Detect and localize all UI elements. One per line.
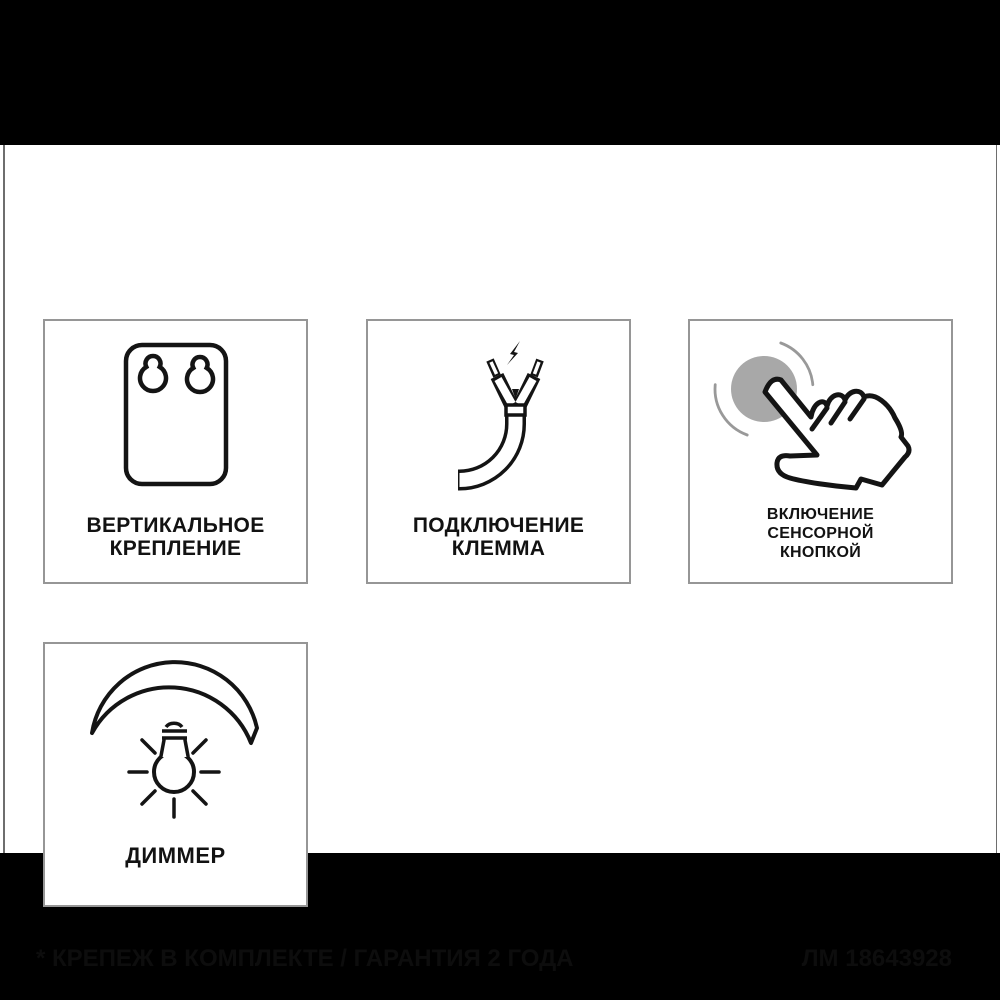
- feature-card-terminal-connection: [366, 319, 631, 584]
- tap-hand: [765, 379, 909, 488]
- content-panel: [0, 145, 1000, 972]
- feature-label-line: ВКЛЮЧЕНИЕ: [766, 506, 875, 523]
- feature-label-line: КЛЕММА: [451, 537, 546, 560]
- footer-sku: ЛМ 18643928: [801, 945, 952, 972]
- feature-label-line: ДИММЕР: [125, 843, 226, 868]
- feature-label-line: ВЕРТИКАЛЬНОЕ: [86, 514, 265, 537]
- feature-card-dimmer: [43, 642, 308, 907]
- feature-label-line: КНОПКОЙ: [779, 544, 862, 561]
- panel-left-edge-line: [3, 145, 5, 853]
- feature-label: [368, 514, 629, 560]
- feature-card-vertical-mount: [43, 319, 308, 584]
- feature-label-line: СЕНСОРНОЙ: [767, 525, 874, 542]
- footer-note: * КРЕПЕЖ В КОМПЛЕКТЕ / ГАРАНТИЯ 2 ГОДА: [36, 945, 574, 972]
- feature-label: [690, 505, 951, 562]
- panel-right-edge-line: [996, 145, 998, 853]
- feature-label-line: ПОДКЛЮЧЕНИЕ: [412, 514, 585, 537]
- feature-card-touch-button: [688, 319, 953, 584]
- feature-label: [45, 844, 306, 868]
- feature-label: [45, 514, 306, 560]
- feature-label-line: КРЕПЛЕНИЕ: [109, 537, 242, 560]
